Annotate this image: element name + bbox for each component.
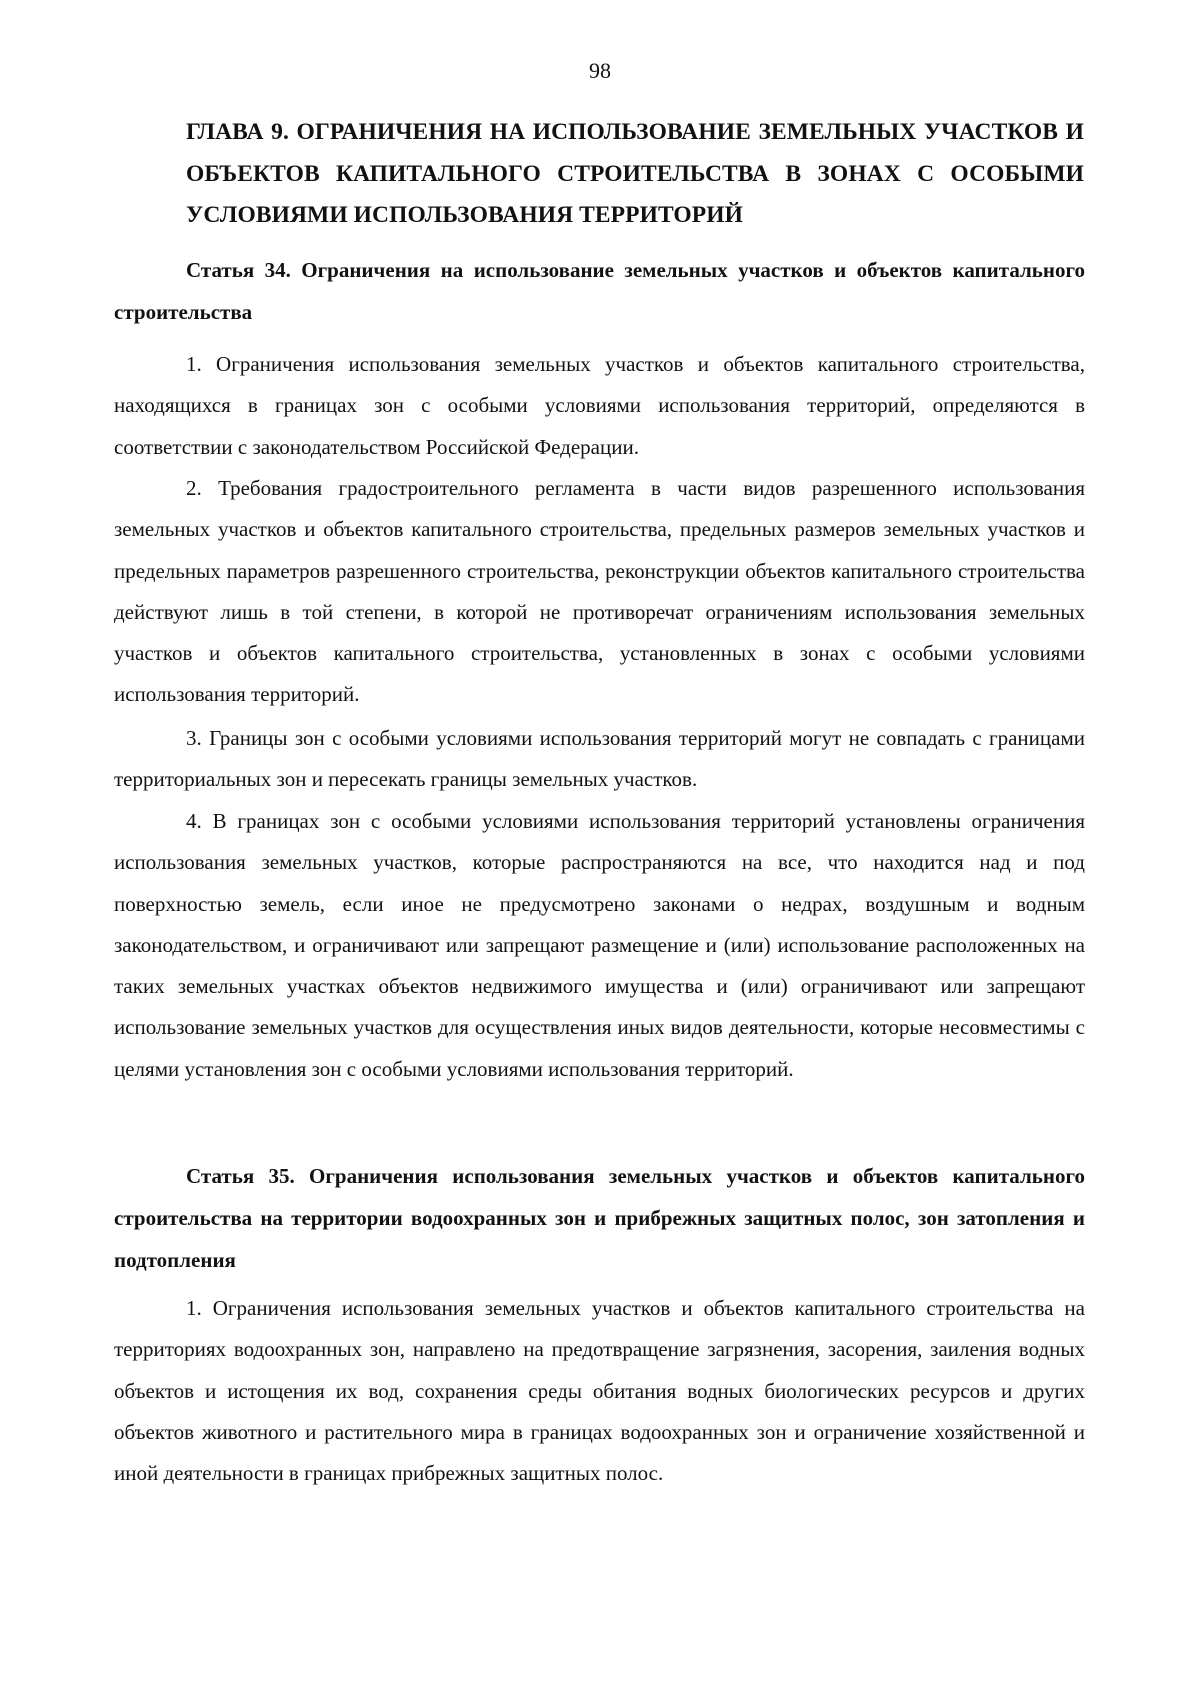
article-34-paragraph-1: 1. Ограничения использования земельных участков и объектов капитального строительства, находящихся в границах зон с особыми условиями использования территорий, определяются в соответствии с законодательством Российской Федерации. [114,352,1085,459]
article-34-paragraph-3: 3. Границы зон с особыми условиями использования территорий могут не совпадать с границами территориальных зон и пересекать границы земельных участков. [114,726,1085,792]
page-number: 98 [589,58,611,83]
article-35-title: Статья 35. Ограничения использования земельных участков и объектов капитального строительства на территории водоохранных зон и прибрежных защитных полос, зон затопления и подтопления [114,1164,1085,1272]
article-35-paragraph-1: 1. Ограничения использования земельных участков и объектов капитального строительства на территориях водоохранных зон, направлено на предотвращение загрязнения, засорения, заиления водных объектов и истощения их вод, сохранения среды обитания водных биологических ресурсов и других объектов животного и растительного мира в границах водоохранных зон и ограничение хозяйственной и иной деятельности в границах прибрежных защитных полос. [114,1296,1085,1486]
article-34-title: Статья 34. Ограничения на использование земельных участков и объектов капитального строительства [114,258,1085,324]
article-34-paragraph-4: 4. В границах зон с особыми условиями использования территорий установлены ограничения использования земельных участков, которые распространяются на все, что находится над и под поверхностью земель, если иное не предусмотрено законами о недрах, воздушным и водным законодательством, и ограничивают или запрещают размещение и (или) использование расположенных на таких земельных участках объектов недвижимого имущества и (или) ограничивают или запрещают использование земельных участков для осуществления иных видов деятельности, которые несовместимы с целями установления зон с особыми условиями использования территорий. [114,809,1085,1081]
chapter-heading: ГЛАВА 9. ОГРАНИЧЕНИЯ НА ИСПОЛЬЗОВАНИЕ ЗЕМЕЛЬНЫХ УЧАСТКОВ И ОБЪЕКТОВ КАПИТАЛЬНОГО СТРОИТЕЛЬСТВА В ЗОНАХ С ОСОБЫМИ УСЛОВИЯМИ ИСПОЛЬЗОВАНИЯ ТЕРРИТОРИЙ [186,119,1084,228]
article-34-paragraph-2: 2. Требования градостроительного регламента в части видов разрешенного использования земельных участков и объектов капитального строительства, предельных размеров земельных участков и предельных параметров разрешенного строительства, реконструкции объектов капитального строительства действуют лишь в той степени, в которой не противоречат ограничениям использования земельных участков и объектов капитального строительства, установленных в зонах с особыми условиями использования территорий. [114,476,1085,707]
